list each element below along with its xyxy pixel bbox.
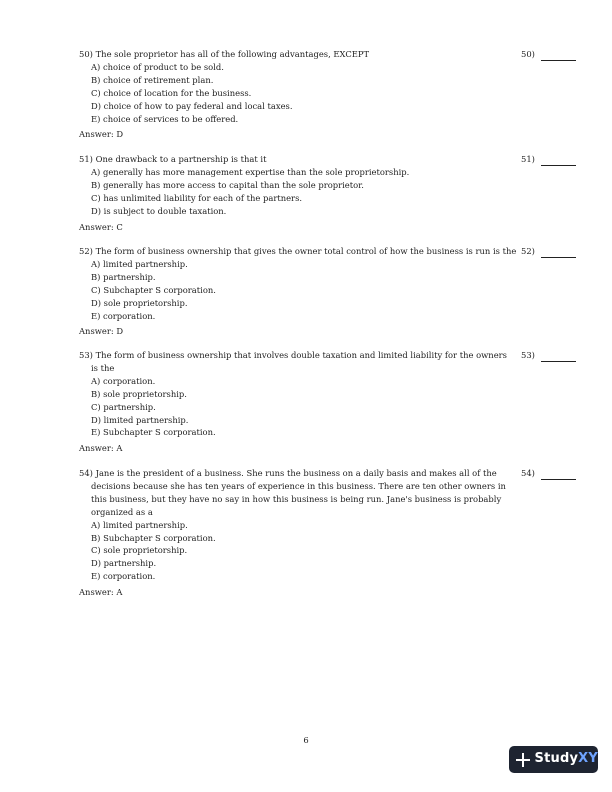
option: E) choice of services to be offered. [91,113,239,124]
option: C) has unlimited liability for each of the partners. [91,192,303,203]
option-list [79,61,513,126]
option: E) Subchapter S corporation. [91,427,216,438]
option: B) partnership. [91,271,156,282]
option: C) partnership. [91,401,156,412]
question-stem: 50) The sole proprietor has all of the following advantages, EXCEPT [79,49,370,59]
question-51 [79,153,513,233]
question-53 [79,349,513,455]
side-question-number: 54) [521,468,535,478]
side-question-number: 51) [521,154,535,164]
brand-accent: XY [578,751,598,767]
answer: Answer: A [79,443,123,454]
answer-blank[interactable] [541,155,576,166]
question-50 [79,48,513,141]
answer: Answer: C [79,221,123,232]
option: A) limited partnership. [91,258,188,269]
option: B) generally has more access to capital than the sole proprietor. [91,179,364,190]
plus-icon [516,753,529,767]
answer-blank[interactable] [541,351,576,362]
question-stem: 53) The form of business ownership that involves double taxation and limited liability for the owners is the [79,350,507,373]
option: E) corporation. [91,310,156,321]
option: B) Subchapter S corporation. [91,532,216,543]
brand-name: Study [534,751,579,767]
option-list [79,258,513,323]
side-question-number: 53) [521,350,535,360]
answer-blank[interactable] [541,469,576,480]
question-52 [79,245,517,338]
question-stem: 54) Jane is the president of a business. She runs the business on a daily basis and makes all of the decisions because she has ten years of experience in this business. There are ten other owners in this business, but they have no say in how this business is being run. Jane's business is probably organized as a [79,468,506,517]
option: C) choice of location for the business. [91,87,252,98]
option: A) generally has more management expertise than the sole proprietorship. [91,166,410,177]
option-list [79,166,513,218]
option: B) choice of retirement plan. [91,74,214,85]
side-question-number: 50) [521,49,535,59]
answer: Answer: D [79,326,124,337]
option: A) choice of product to be sold. [91,61,224,72]
option: A) corporation. [91,375,156,386]
answer-blank[interactable] [541,50,576,61]
studyxy-badge[interactable] [509,746,598,773]
answer: Answer: D [79,129,124,140]
option: D) sole proprietorship. [91,297,188,308]
answer: Answer: A [79,587,123,598]
option-list [79,375,513,440]
option: B) sole proprietorship. [91,388,187,399]
option-list [79,519,513,584]
option: D) choice of how to pay federal and local taxes. [91,100,293,111]
option: C) Subchapter S corporation. [91,284,216,295]
option: D) is subject to double taxation. [91,205,227,216]
option: E) corporation. [91,571,156,582]
question-54 [79,467,513,599]
page-number: 6 [303,735,309,745]
question-stem: 52) The form of business ownership that gives the owner total control of how the business is run is the [79,246,517,256]
side-question-number: 52) [521,246,535,256]
answer-blank[interactable] [541,247,576,258]
option: D) limited partnership. [91,414,189,425]
option: D) partnership. [91,558,157,569]
option: C) sole proprietorship. [91,545,188,556]
question-stem: 51) One drawback to a partnership is that it [79,154,267,164]
option: A) limited partnership. [91,519,188,530]
